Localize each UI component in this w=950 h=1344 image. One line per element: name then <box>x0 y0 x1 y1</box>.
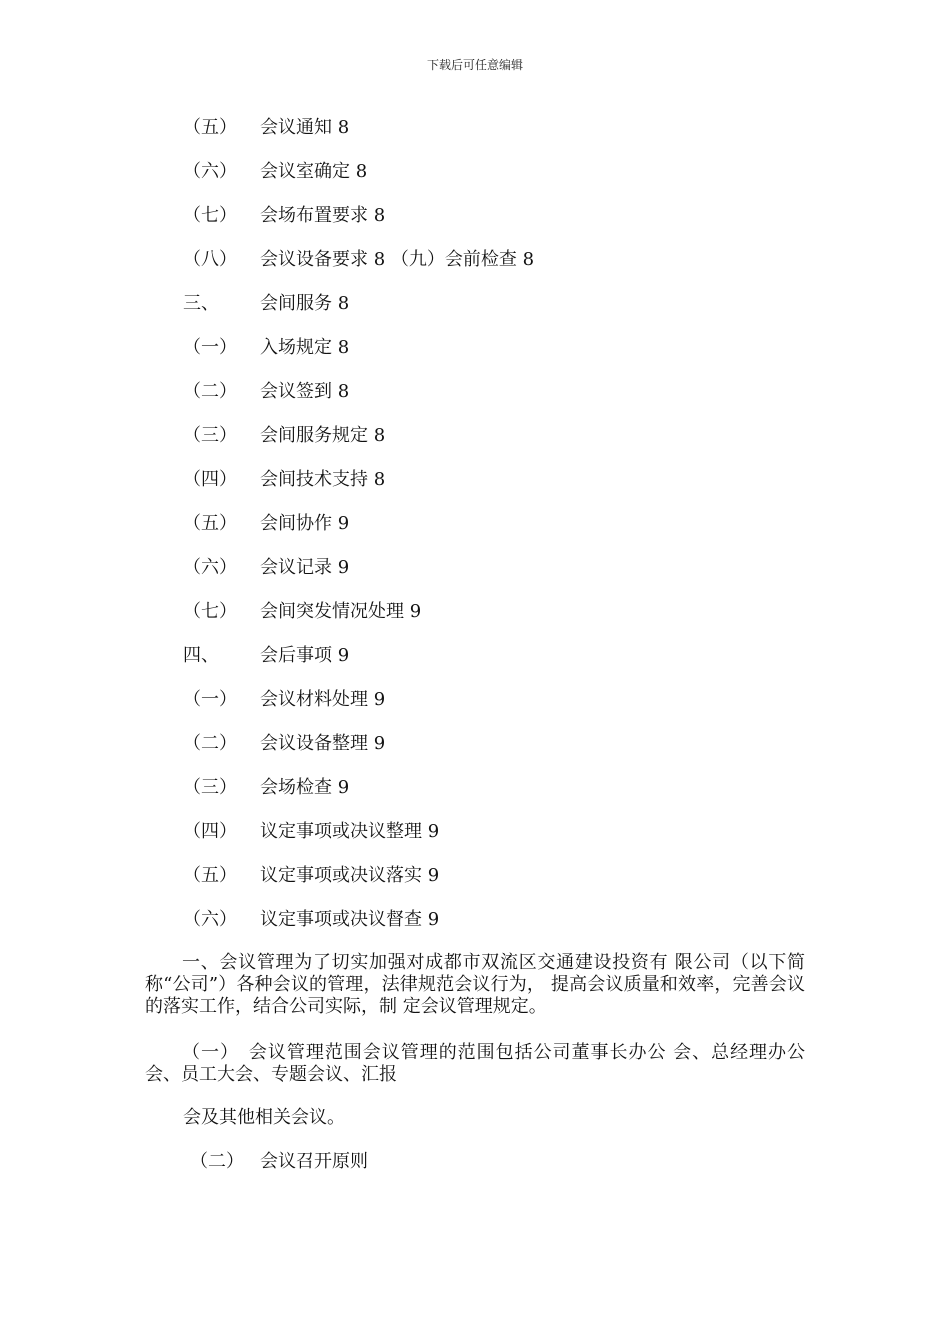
toc-item-title: 会议设备整理 9 <box>260 733 386 754</box>
toc-item-number: 三、 <box>183 293 219 314</box>
toc-item-title: 会议记录 9 <box>260 557 350 578</box>
toc-item-number: （三） <box>183 777 237 798</box>
toc-item-title: 会场检查 9 <box>260 777 350 798</box>
section-title: 会议召开原则 <box>260 1151 368 1172</box>
toc-item-title: 入场规定 8 <box>260 337 350 358</box>
toc-item-title: 会间突发情况处理 9 <box>260 601 422 622</box>
toc-item-title: 会议室确定 8 <box>260 161 368 182</box>
page-header: 下载后可任意编辑 <box>426 58 523 72</box>
toc-item-number: （五） <box>183 513 237 534</box>
toc-item-number: （三） <box>183 425 237 446</box>
toc-item-number: （六） <box>183 909 237 930</box>
paragraph-management-scope: （一） 会议管理范围会议管理的范围包括公司董事长办公 会、总经理办公会、员工大会、专题会议、汇报 <box>145 1042 805 1085</box>
toc-item-number: （七） <box>183 601 237 622</box>
toc-item-number: （二） <box>183 381 237 402</box>
toc-item-title: 会议签到 8 <box>260 381 350 402</box>
section-number: （二） <box>190 1151 244 1172</box>
toc-item-number: （二） <box>183 733 237 754</box>
toc-item-title: 会后事项 9 <box>260 645 350 666</box>
toc-item-title: 会间协作 9 <box>260 513 350 534</box>
toc-item-number: （五） <box>183 865 237 886</box>
toc-item-number: （一） <box>183 689 237 710</box>
toc-item-title: 会议通知 8 <box>260 117 350 138</box>
toc-item-number: 四、 <box>183 645 219 666</box>
toc-item-title: 议定事项或决议整理 9 <box>260 821 440 842</box>
toc-item-title: 会议设备要求 8 （九）会前检查 8 <box>260 249 535 270</box>
toc-item-number: （四） <box>183 821 237 842</box>
toc-item-number: （四） <box>183 469 237 490</box>
toc-item-number: （六） <box>183 557 237 578</box>
toc-item-number: （七） <box>183 205 237 226</box>
toc-item-title: 会间技术支持 8 <box>260 469 386 490</box>
toc-item-title: 会间服务 8 <box>260 293 350 314</box>
toc-item-title: 议定事项或决议落实 9 <box>260 865 440 886</box>
toc-item-title: 会场布置要求 8 <box>260 205 386 226</box>
toc-item-title: 会议材料处理 9 <box>260 689 386 710</box>
toc-item-number: （八） <box>183 249 237 270</box>
toc-item-title: 会间服务规定 8 <box>260 425 386 446</box>
toc-item-number: （一） <box>183 337 237 358</box>
paragraph-meeting-management: 一、会议管理为了切实加强对成都市双流区交通建设投资有 限公司（以下简称“公司”）各种会议的管理，法律规范会议行为， 提高会议质量和效率，完善会议的落实工作，结合公司实际，制 定会议管理规定。 <box>145 952 805 1017</box>
paragraph-continuation: 会及其他相关会议。 <box>183 1107 345 1128</box>
toc-item-number: （六） <box>183 161 237 182</box>
toc-item-number: （五） <box>183 117 237 138</box>
toc-item-title: 议定事项或决议督查 9 <box>260 909 440 930</box>
section-heading <box>0 1150 950 1174</box>
